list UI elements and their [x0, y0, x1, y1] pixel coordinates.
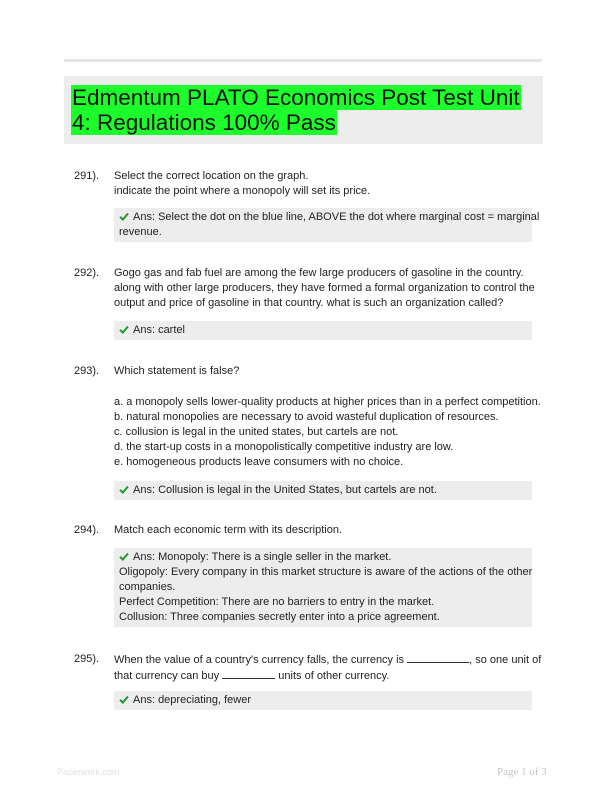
top-divider: [64, 59, 542, 62]
option-item: c. collusion is legal in the united states, but cartels are not.: [114, 426, 399, 438]
answer-box: [114, 481, 532, 500]
question-text: [114, 523, 538, 538]
answer-box: [114, 321, 532, 340]
answer-box: [114, 691, 532, 710]
question-text: [114, 364, 538, 379]
answer-line: Ans: Collusion is legal in the United States, but cartels are not.: [119, 483, 525, 498]
answer-line: Ans: depreciating, fewer: [119, 693, 525, 708]
question-text: [114, 652, 542, 684]
option-item: a. a monopoly sells lower-quality products at higher prices than in a perfect competition.: [114, 396, 541, 408]
title-banner: [64, 76, 543, 144]
answer-line: Collusion: Three companies secretly enter into a price agreement.: [119, 611, 440, 623]
question-line: that currency can buy units of other currency.: [114, 670, 390, 682]
checkmark-icon: [119, 695, 129, 704]
answer-line: Ans: cartel: [119, 323, 525, 338]
answer-line: companies.: [119, 581, 176, 593]
answer-line: revenue.: [119, 226, 162, 238]
question-line: indicate the point where a monopoly will set its price.: [114, 185, 371, 197]
question-number: 293).: [74, 365, 100, 377]
question-line: output and price of gasoline in that country. what is such an organization called?: [114, 297, 504, 309]
question-number: 292).: [74, 267, 100, 279]
answer-line: Perfect Competition: There are no barriers to entry in the market.: [119, 596, 435, 608]
question-number: 294).: [74, 524, 100, 536]
question-text: [114, 266, 538, 311]
footer-watermark: Paperwork.com: [57, 767, 120, 777]
options-list: [114, 395, 541, 470]
question-line: along with other large producers, they have formed a formal organization to control the: [114, 282, 535, 294]
question-line: Which statement is false?: [114, 365, 240, 377]
page-number: Page 1 of 3: [497, 766, 547, 778]
answer-box: [114, 548, 532, 627]
question-line: Gogo gas and fab fuel are among the few large producers of gasoline in the country.: [114, 267, 524, 279]
question-line: Match each economic term with its description.: [114, 524, 343, 536]
question-line: When the value of a country's currency falls, the currency is , so one unit of: [114, 654, 542, 666]
checkmark-icon: [119, 212, 129, 221]
answer-line: Ans: Select the dot on the blue line, ABOVE the dot where marginal cost = marginal: [119, 210, 525, 225]
option-item: e. homogeneous products leave consumers with no choice.: [114, 456, 404, 468]
question-number: 291).: [74, 170, 100, 182]
page-title: Edmentum PLATO Economics Post Test Unit 4: Regulations 100% Pass: [72, 85, 520, 135]
answer-line: Oligopoly: Every company in this market structure is aware of the actions of the other: [119, 566, 533, 578]
checkmark-icon: [119, 325, 129, 334]
answer-line: Ans: Monopoly: There is a single seller in the market.: [119, 550, 525, 565]
answer-box: [114, 208, 540, 242]
question-text: [114, 169, 538, 199]
question-line: Select the correct location on the graph.: [114, 170, 309, 182]
option-item: d. the start-up costs in a monopolistically competitive industry are low.: [114, 441, 454, 453]
question-number: 295).: [74, 653, 100, 665]
option-item: b. natural monopolies are necessary to avoid wasteful duplication of resources.: [114, 411, 499, 423]
fill-blank: [407, 652, 469, 663]
fill-blank: [222, 668, 275, 679]
checkmark-icon: [119, 552, 129, 561]
checkmark-icon: [119, 485, 129, 494]
